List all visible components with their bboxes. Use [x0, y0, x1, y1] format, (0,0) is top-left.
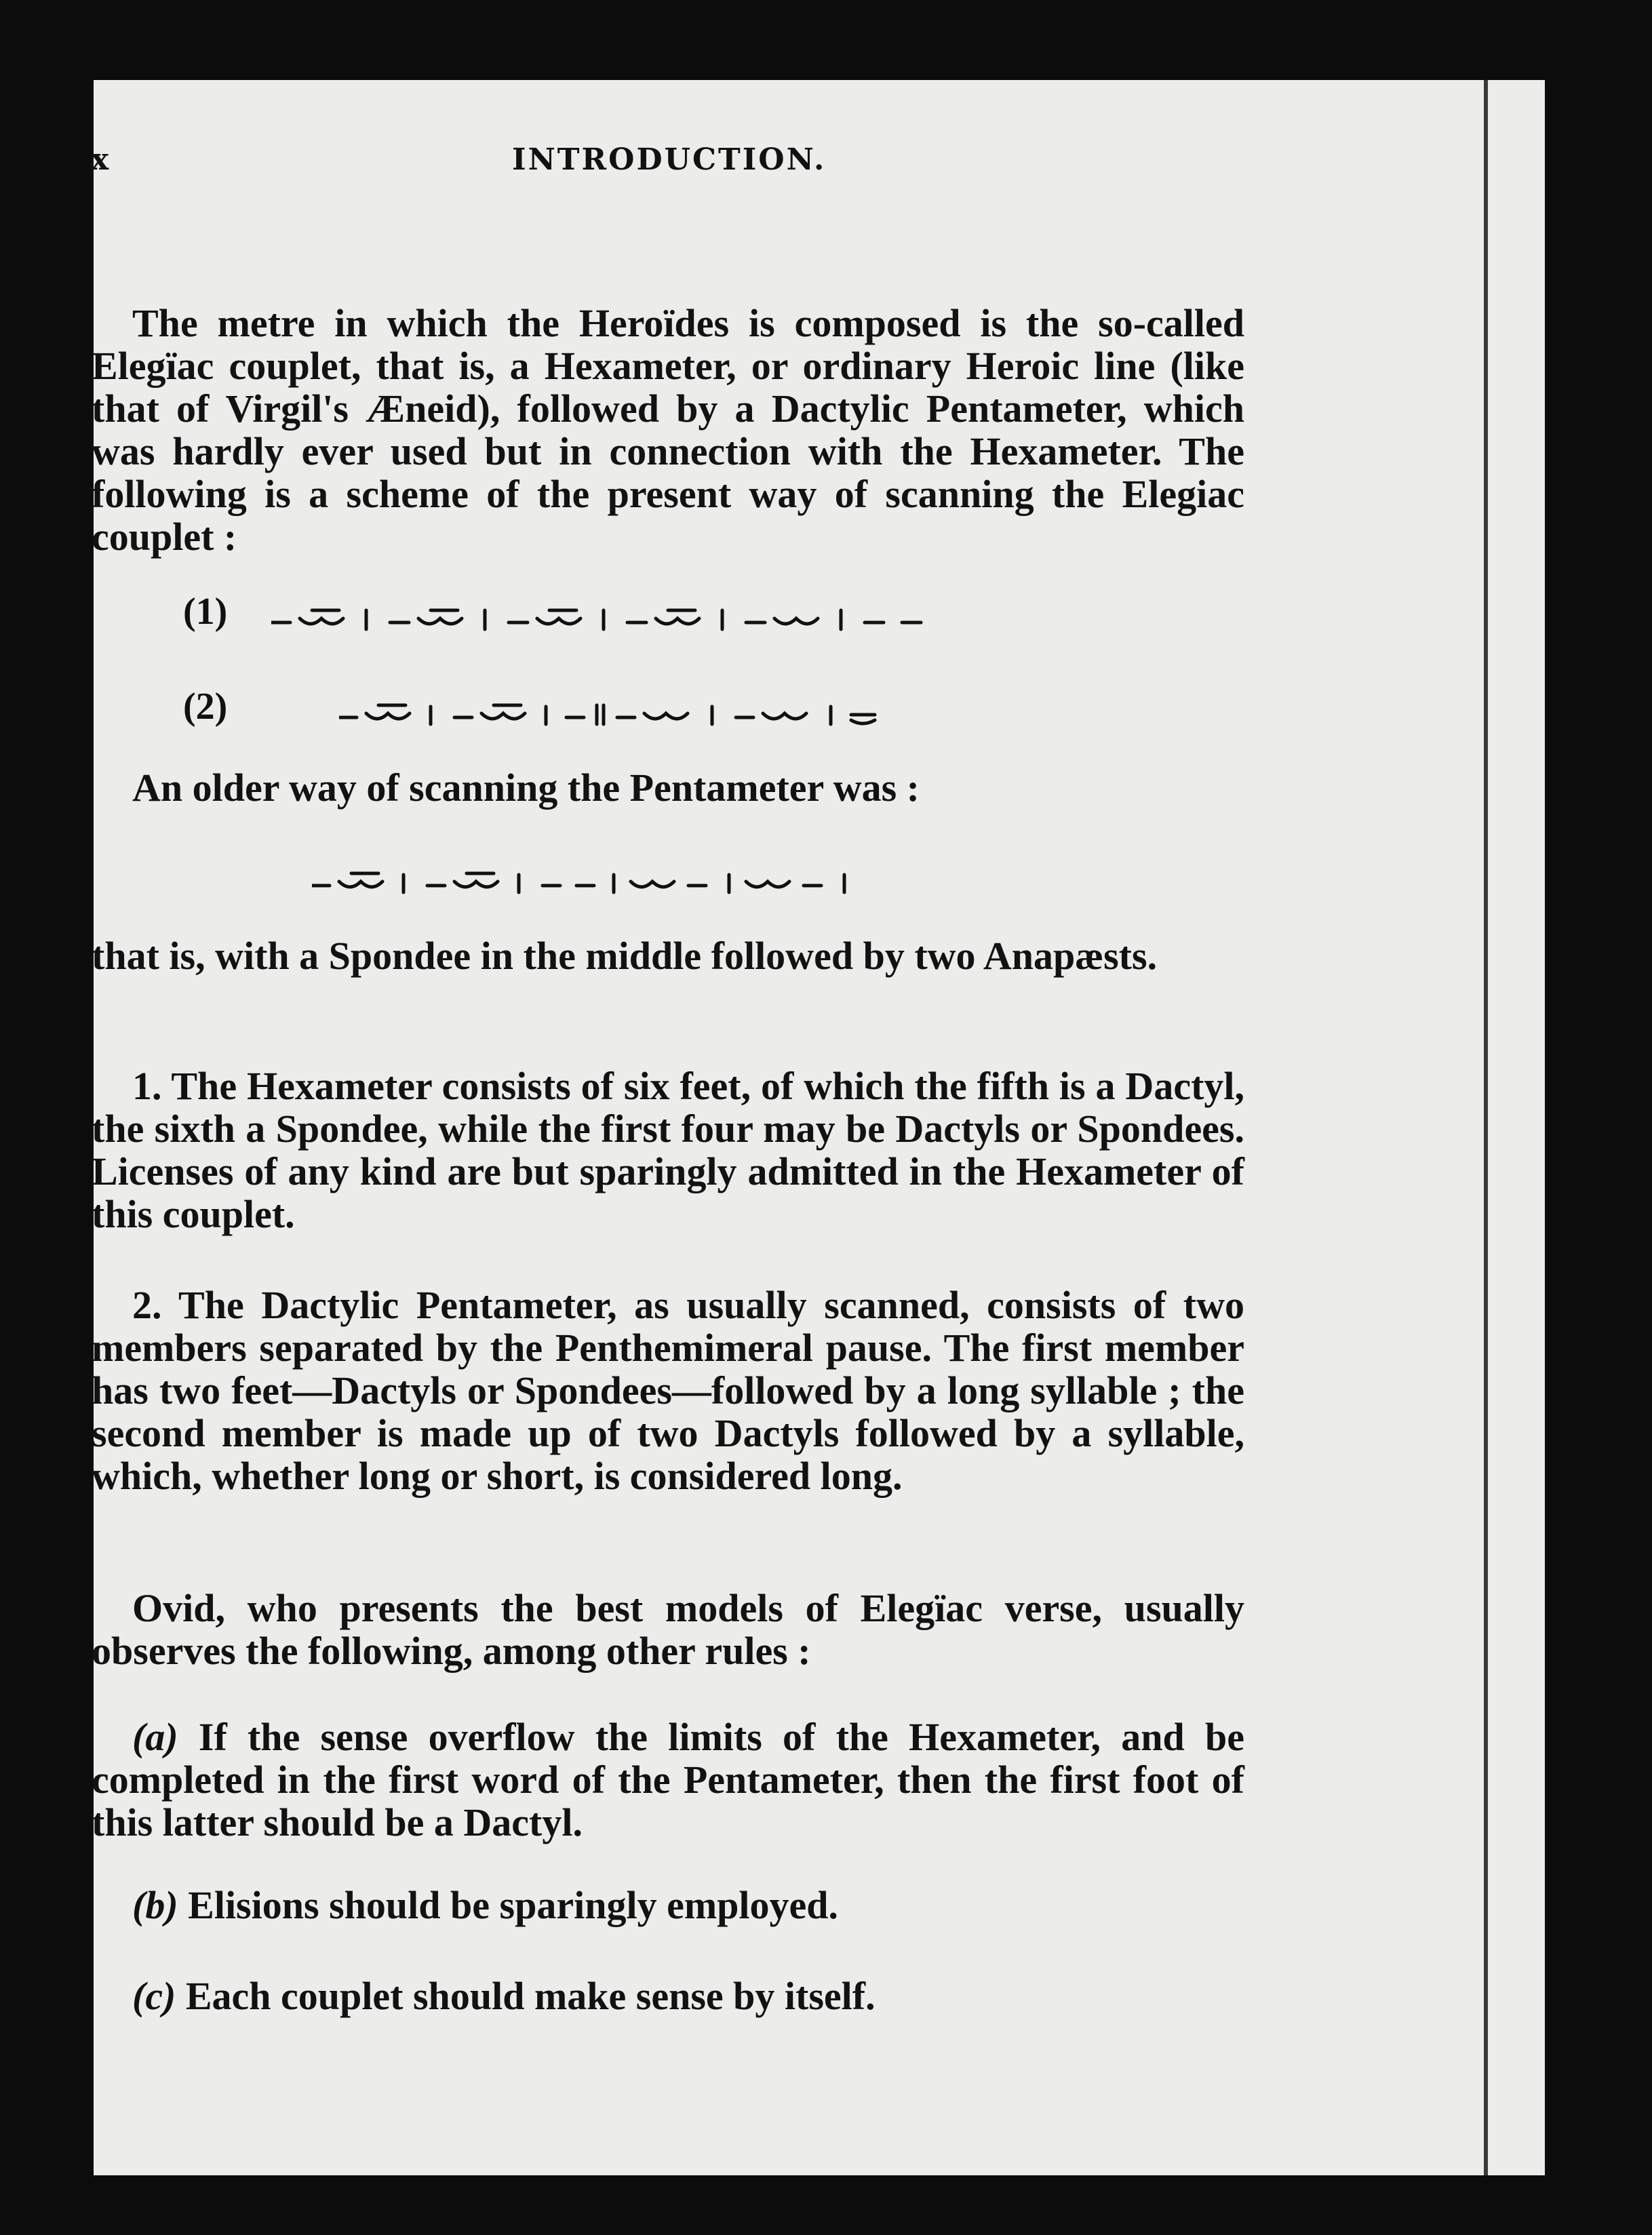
rule-1-paragraph: 1. The Hexameter consists of six feet, of which the fifth is a Dactyl, the sixth a Spondee, while the first four may be Dactyls or Spondees. Licenses of any kind are but sparingly admitted in the Hexameter of this couplet. — [92, 1064, 1244, 1236]
intro-paragraph: The metre in which the Heroïdes is composed is the so-called Elegïac couplet, that is, a Hexameter, or ordinary Heroic line (like that of Virgil's Æneid), followed by a Dactylic Pentameter, which was hardly ever used but in connection with the Hexameter. The following is a scheme of the present way of scanning the Elegiac couplet : — [92, 301, 1244, 559]
rule-2-block — [92, 1284, 1244, 1497]
running-head-title: INTRODUCTION. — [512, 142, 827, 177]
pentameter-scheme — [339, 692, 1289, 739]
rule-b-block — [92, 1884, 1244, 1926]
rule-c-mark: (c) — [132, 1974, 176, 2018]
page-edge — [1484, 80, 1488, 2175]
page-number: x — [91, 142, 111, 177]
rule-b-mark: (b) — [132, 1883, 178, 1927]
ovid-paragraph: Ovid, who presents the best models of Elegïac verse, usually observes the following, among other rules : — [92, 1586, 1244, 1673]
intro-paragraph-block — [92, 302, 1244, 558]
rule-a-mark: (a) — [132, 1715, 178, 1759]
rule-a-block — [92, 1716, 1244, 1844]
spondee-note: that is, with a Spondee in the middle followed by two Anapæsts. — [92, 934, 1158, 978]
scheme-1-label: (1) — [183, 591, 228, 633]
older-way-line: An older way of scanning the Pentameter was : — [132, 766, 920, 810]
scheme-2-label: (2) — [183, 686, 228, 728]
rule-c-text: Each couplet should make sense by itself. — [185, 1974, 876, 2018]
rule-a-text: If the sense overflow the limits of the Hexameter, and be completed in the first word of the Pentameter, then the first foot of this latter should be a Dactyl. — [92, 1715, 1244, 1844]
rule-c-item — [92, 1975, 1244, 2017]
rule-2-paragraph: 2. The Dactylic Pentameter, as usually scanned, consists of two members separated by the Penthemimeral pause. The first member has two feet—Dactyls or Spondees—followed by a long syllable ; the second member is made up of two Dactyls followed by a syllable, which, whether long or short, is considered long. — [92, 1283, 1244, 1498]
rule-1-block — [92, 1065, 1244, 1235]
rule-c-block — [92, 1975, 1244, 2017]
rule-b-text: Elisions should be sparingly employed. — [188, 1883, 839, 1927]
older-pentameter-scheme — [312, 860, 1194, 907]
ovid-block — [92, 1587, 1244, 1672]
hexameter-scheme — [271, 597, 1329, 644]
older-way-block — [92, 766, 1244, 809]
rule-b-item — [92, 1884, 1244, 1926]
rule-a-item — [92, 1716, 1244, 1844]
spondee-note-block — [92, 934, 1244, 977]
